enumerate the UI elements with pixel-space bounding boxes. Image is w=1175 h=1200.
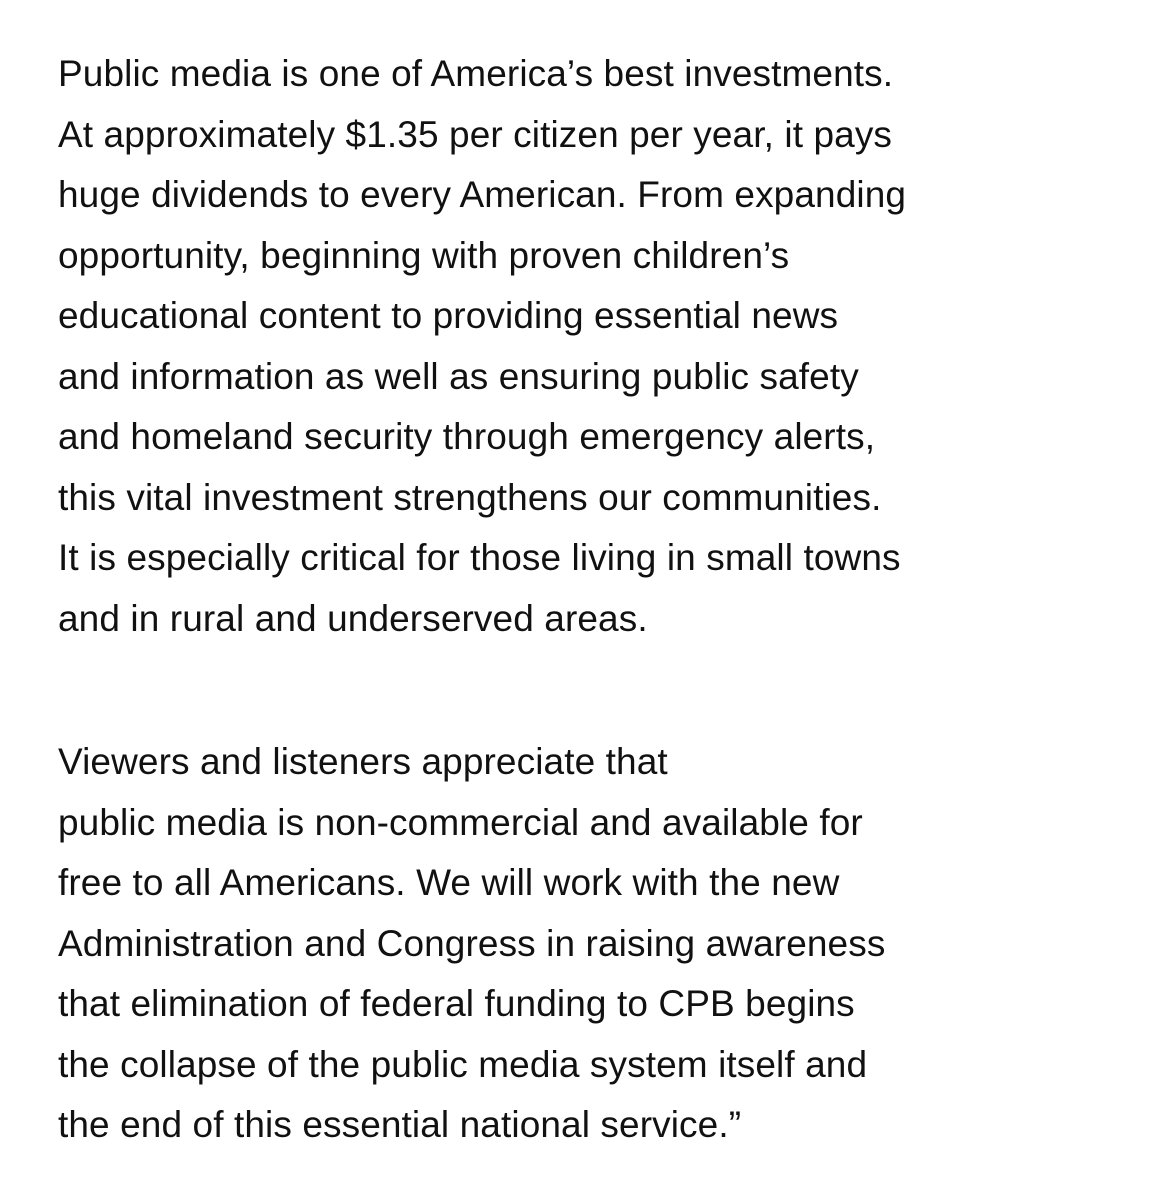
paragraph-viewers-and-listeners	[58, 732, 1158, 1156]
text-line: educational content to providing essential news	[58, 295, 839, 336]
text-line: opportunity, beginning with proven children’s	[58, 234, 790, 276]
text-line: the end of this essential national service.”	[58, 1104, 742, 1145]
text-line: Viewers and listeners appreciate that	[58, 741, 668, 782]
text-line: the collapse of the public media system itself and	[58, 1043, 868, 1085]
text-line: free to all Americans. We will work with the new	[58, 862, 840, 903]
text-line: and in rural and underserved areas.	[58, 597, 648, 639]
text-line: Public media is one of America’s best investments.	[58, 53, 894, 94]
text-line: Administration and Congress in raising awareness	[58, 922, 886, 964]
text-line: and information as well as ensuring public safety	[58, 355, 859, 397]
text-line: At approximately $1.35 per citizen per year, it pays	[58, 113, 893, 155]
text-line: and homeland security through emergency alerts,	[58, 416, 876, 457]
text-line: huge dividends to every American. From expanding	[58, 174, 907, 215]
text-line: that elimination of federal funding to CPB begins	[58, 983, 855, 1024]
paragraph-public-media-investment	[58, 44, 1158, 649]
text-line: public media is non-commercial and available for	[58, 801, 863, 843]
text-line: this vital investment strengthens our communities.	[58, 476, 882, 518]
text-line: It is especially critical for those living in small towns	[58, 537, 901, 578]
